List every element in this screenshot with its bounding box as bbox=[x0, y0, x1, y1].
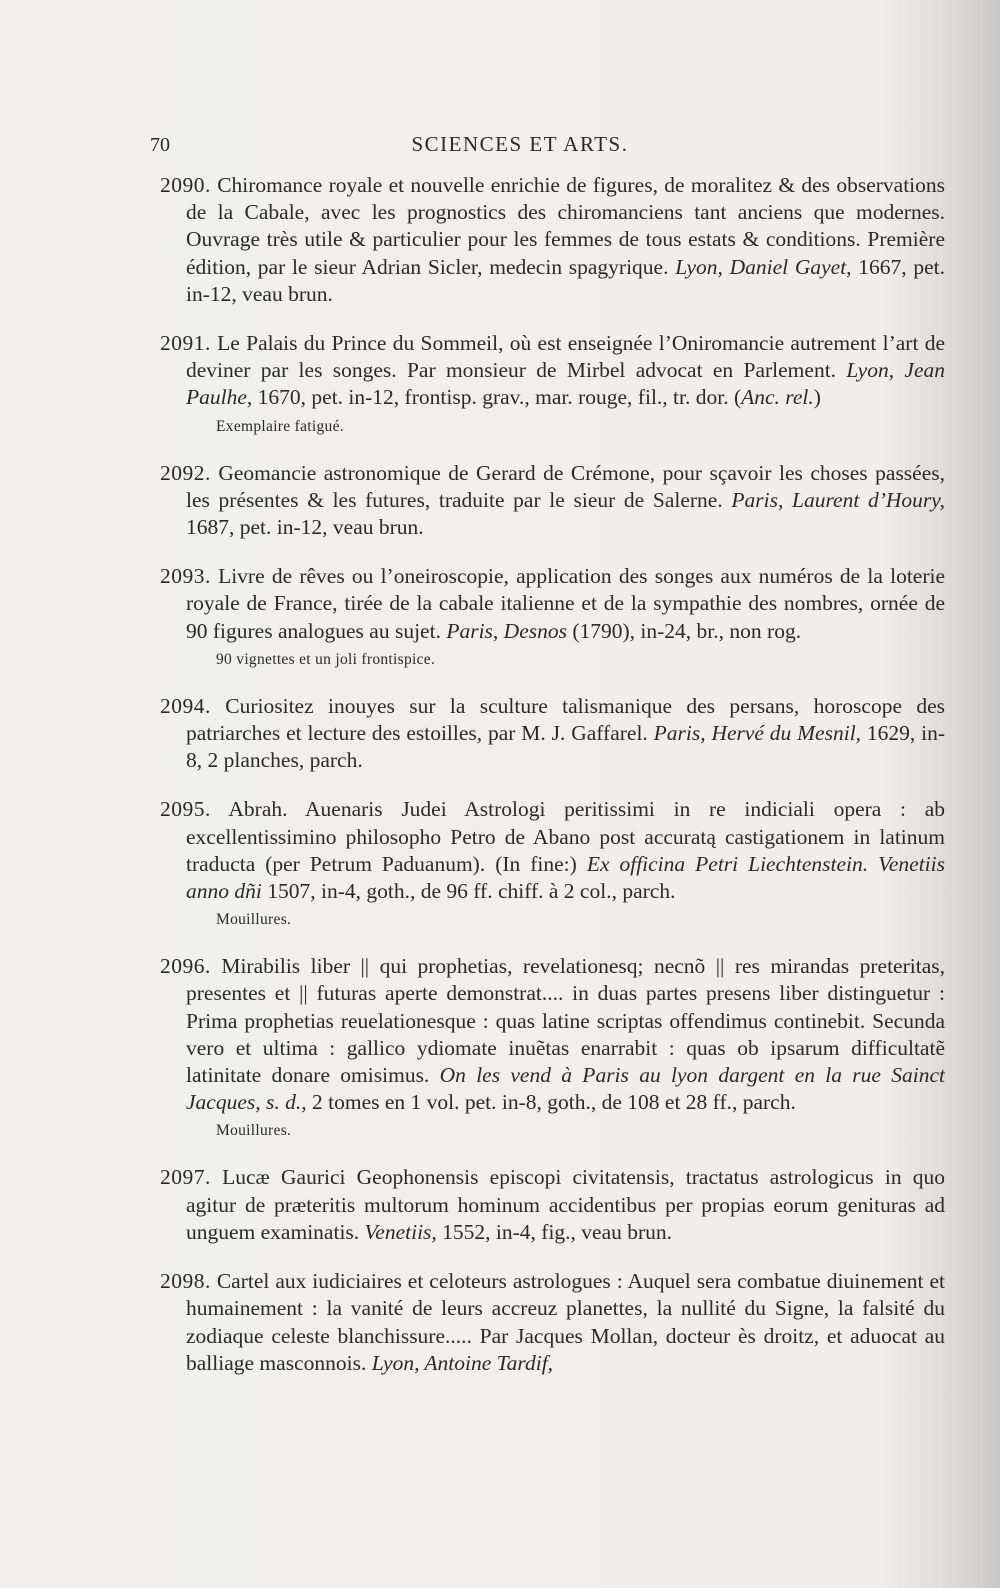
running-title: SCIENCES ET ARTS. bbox=[411, 132, 629, 156]
catalogue-entry bbox=[160, 330, 945, 438]
entry-segment: (1790), in-24, br., non rog. bbox=[566, 618, 802, 643]
entry-segment: Curiositez inouyes sur la sculture talismanique des persans, horoscope des patriarches et lecture des estoilles, par M. J. Gaffarel. bbox=[186, 693, 946, 746]
catalogue-entries bbox=[160, 172, 945, 1399]
entry-imprint-italic: Paris, Laurent d’Houry, bbox=[731, 487, 946, 512]
entry-segment: 1670, pet. in-12, frontisp. grav., mar. rouge, fil., tr. dor. ( bbox=[252, 385, 742, 410]
entry-segment: Chiromance royale et nouvelle enrichie de figures, de moralitez & des observations de la Cabale, avec les prognostics des chiromanciens tant anciens que modernes. Ouvrage très utile & particulier pour les femmes de tous estats & conditions. Première édition, par le sieur Adrian Sicler, medecin spagyrique. bbox=[186, 173, 946, 279]
catalogue-entry bbox=[160, 953, 945, 1142]
entry-segment: ) bbox=[813, 385, 821, 410]
entry-text bbox=[160, 796, 945, 905]
catalogue-entry bbox=[160, 563, 945, 671]
entry-text bbox=[160, 460, 945, 542]
entry-segment: 1507, in-4, goth., de 96 ff. chiff. à 2 col., parch. bbox=[261, 879, 676, 904]
entry-number: 2091. bbox=[160, 331, 211, 356]
entry-text bbox=[160, 693, 945, 775]
entry-note: Mouillures. bbox=[216, 1122, 292, 1140]
entry-number: 2093. bbox=[160, 564, 211, 589]
entry-number: 2098. bbox=[160, 1269, 211, 1294]
entry-segment: 2 tomes en 1 vol. pet. in-8, goth., de 108 et 28 ff., parch. bbox=[306, 1090, 796, 1115]
entry-imprint-italic: Ex officina Petri Liechtenstein. Venetiis anno dñi bbox=[186, 851, 945, 904]
entry-imprint-italic: Venetiis, bbox=[364, 1219, 437, 1244]
entry-imprint-italic: On les vend à Paris au lyon dargent en la rue Sainct Jacques, s. d., bbox=[186, 1063, 946, 1115]
entry-segment: Geomancie astronomique de Gerard de Crémone, pour sçavoir les choses passées, les présentes & les futures, traduite par le sieur de Salerne. bbox=[186, 460, 946, 512]
entry-number: 2092. bbox=[160, 460, 211, 485]
entry-text bbox=[160, 563, 945, 645]
catalogue-entry bbox=[160, 1268, 945, 1377]
entry-imprint-italic: Anc. rel. bbox=[741, 385, 814, 410]
catalogue-entry bbox=[160, 172, 945, 308]
entry-text bbox=[160, 953, 945, 1116]
entry-imprint-italic: Paris, Desnos bbox=[446, 618, 567, 643]
catalogue-entry bbox=[160, 460, 945, 542]
entry-note: Mouillures. bbox=[216, 911, 292, 929]
entry-segment: 1629, in-8, 2 planches, parch. bbox=[186, 721, 945, 773]
entry-imprint-italic: Lyon, Antoine Tardif, bbox=[371, 1350, 554, 1375]
entry-number: 2097. bbox=[160, 1165, 211, 1190]
page-header bbox=[150, 128, 960, 168]
catalogue-entry bbox=[160, 1164, 945, 1246]
entry-segment: Lucæ Gaurici Geophonensis episcopi civitatensis, tractatus astrologicus in quo agitur de præteritis multorum hominum accidentibus per propias eorum genituras ad unguem examinatis. bbox=[186, 1165, 945, 1244]
entry-segment: Mirabilis liber || qui prophetias, revelationesq; necnõ || res mirandas preteritas, presentes et || futuras aperte demonstrat.... in duas partes presens liber distinguetur : Prima prophetias reuelationesque : quas latine scriptas offendimus continebit. Secunda vero et ultima : gallico ydiomate inuẽtas enarrabit : quas ob ipsarum difficultatẽ latinitate donare omisimus. bbox=[186, 954, 945, 1088]
entry-number: 2095. bbox=[160, 797, 211, 822]
entry-note: Exemplaire fatigué. bbox=[216, 417, 344, 435]
entry-segment: 1552, in-4, fig., veau brun. bbox=[436, 1219, 673, 1244]
entry-imprint-italic: Lyon, Jean Paulhe, bbox=[186, 358, 945, 410]
entry-segment: 1667, pet. in-12, veau brun. bbox=[186, 254, 945, 306]
entry-number: 2096. bbox=[160, 954, 211, 979]
entry-segment: Cartel aux iudiciaires et celoteurs astrologues : Auquel sera combatue diuinement et humainement : la vanité de leurs accreuz planettes, la nullité du Signe, la falsité du zodiaque celeste blanchissure..... Par Jacques Mollan, docteur ès droitz, et aduocat au balliage masconnois. bbox=[186, 1269, 945, 1375]
entry-segment: Livre de rêves ou l’oneiroscopie, application des songes aux numéros de la loterie royale de France, tirée de la cabale italienne et de la sympathie des nombres, ornée de 90 figures analogues au sujet. bbox=[186, 564, 946, 643]
entry-number: 2094. bbox=[160, 693, 211, 718]
catalogue-entry bbox=[160, 796, 945, 931]
entry-segment: Abrah. Auenaris Judei Astrologi peritissimi in re indiciali opera : ab excellentissimino philosopho Petro de Abano post accuratą castigationem in latinum traducta (per Petrum Paduanum). (In fine:) bbox=[186, 797, 945, 876]
entry-text bbox=[160, 330, 945, 412]
entry-imprint-italic: Paris, Hervé du Mesnil, bbox=[653, 721, 862, 746]
entry-number: 2090. bbox=[160, 173, 211, 197]
page-number: 70 bbox=[150, 134, 170, 156]
entry-segment: Le Palais du Prince du Sommeil, où est enseignée l’Oniromancie autrement l’art de deviner par les songes. Par monsieur de Mirbel advocat en Parlement. bbox=[186, 331, 945, 383]
entry-text bbox=[160, 172, 945, 308]
entry-note: 90 vignettes et un joli frontispice. bbox=[216, 650, 436, 668]
entry-text bbox=[160, 1268, 945, 1377]
entry-segment: 1687, pet. in-12, veau brun. bbox=[186, 515, 424, 540]
entry-imprint-italic: Lyon, Daniel Gayet, bbox=[675, 254, 852, 279]
entry-text bbox=[160, 1164, 945, 1246]
catalogue-entry bbox=[160, 693, 945, 775]
